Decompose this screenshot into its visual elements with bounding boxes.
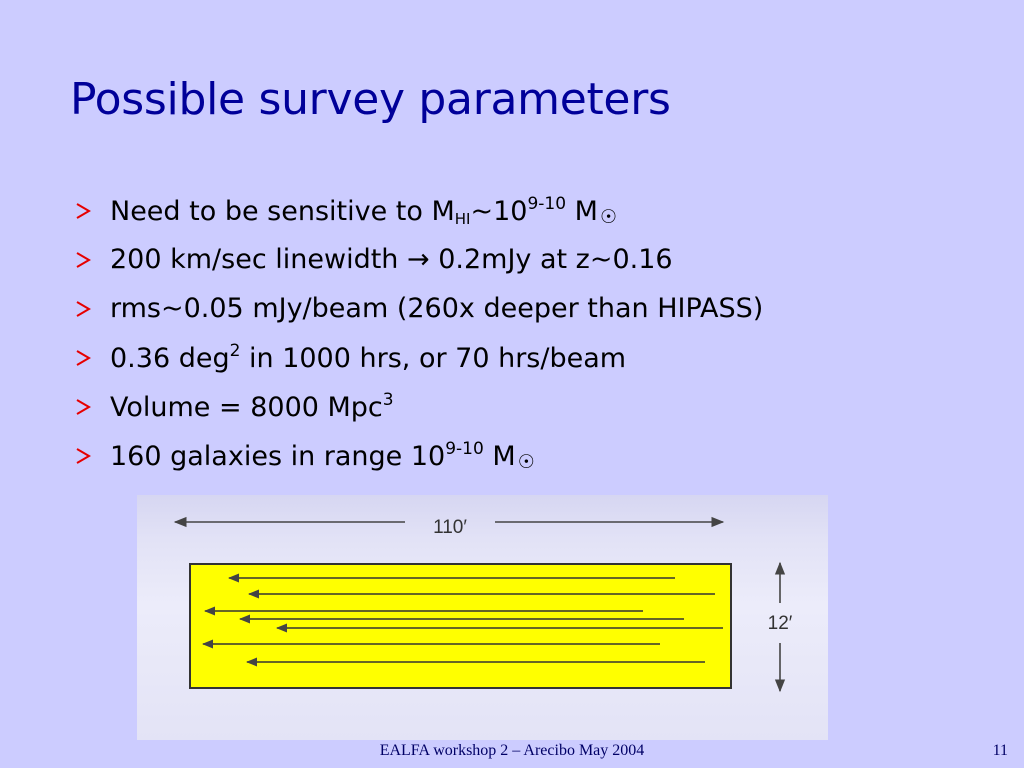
- arrow-bullet-icon: [74, 447, 110, 465]
- arrow-bullet-icon: [74, 251, 110, 269]
- survey-scan-diagram: [137, 495, 828, 740]
- height-label: 12′: [767, 613, 793, 634]
- bullet-item: [74, 235, 763, 284]
- sun-symbol: ☉: [517, 450, 535, 473]
- bullet-text: Need to be sensitive to $M_{HI}\sim 10^{9-10}$ M ☉: [110, 193, 617, 228]
- arrow-bullet-icon: [74, 349, 110, 367]
- arrow-bullet-icon: [74, 202, 110, 220]
- arrow-bullet-icon: [74, 398, 110, 416]
- bullet-list: [74, 186, 763, 480]
- bullet-text: 0.36 deg$^2$ in 1000 hrs, or 70 hrs/beam: [110, 341, 627, 374]
- bullet-text: 200 km/sec linewidth → 0.2mJy at z~0.16: [110, 244, 673, 275]
- slide-footer: EALFA workshop 2 – Arecibo May 2004: [379, 742, 645, 759]
- bullet-item: [74, 186, 763, 235]
- bullet-item: [74, 382, 763, 431]
- bullet-text: 160 galaxies in range 10$^{9-10}$ M ☉: [110, 438, 535, 473]
- bullet-item: [74, 284, 763, 333]
- right-arrow-icon: →: [407, 244, 430, 275]
- slide-title: Possible survey parameters: [70, 74, 671, 125]
- bullet-item: [74, 333, 763, 382]
- scan-diagram-svg: [137, 495, 828, 740]
- bullet-text: Volume = 8000 Mpc$^3$: [110, 390, 394, 423]
- page-number: 11: [992, 742, 1008, 759]
- bullet-text: rms~0.05 mJy/beam (260x deeper than HIPASS): [110, 293, 764, 324]
- survey-field: [190, 564, 731, 688]
- width-label: 110′: [433, 517, 467, 538]
- arrow-bullet-icon: [74, 300, 110, 318]
- sun-symbol: ☉: [599, 205, 617, 228]
- bullet-item: [74, 431, 763, 480]
